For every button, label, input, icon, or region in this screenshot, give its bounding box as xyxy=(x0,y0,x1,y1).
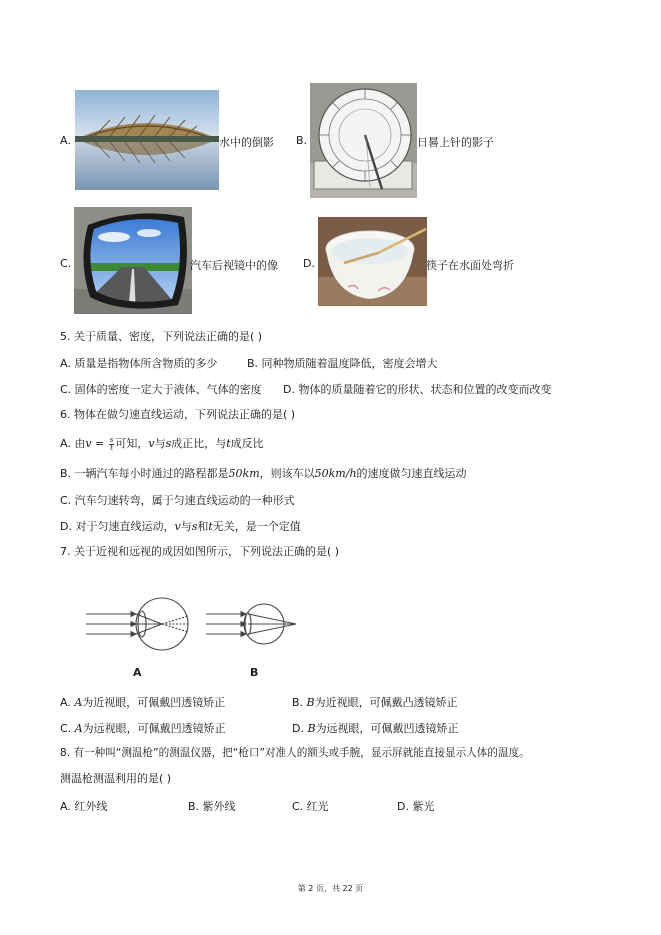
q5-stem: 5. 关于质量、密度，下列说法正确的是( ) xyxy=(60,330,263,343)
q4-option-c-letter: C. xyxy=(60,257,72,270)
q6-a-prefix: A. 由 xyxy=(60,437,86,450)
q6-option-a xyxy=(60,434,264,454)
q6-option-c: C. 汽车匀速转弯，属于匀速直线运动的一种形式 xyxy=(60,494,295,507)
option-text: 为近视眼，可佩戴凹透镜矫正 xyxy=(82,696,226,709)
var-v: v xyxy=(174,520,181,533)
q6-b-text: ，则该车以 xyxy=(259,467,315,480)
q4-option-d-text: 筷子在水面处弯折 xyxy=(426,259,514,272)
q8-option-b: B. 紫外线 xyxy=(188,800,236,813)
q4-option-b-text: 日晷上针的影子 xyxy=(417,136,494,149)
q4-option-d-letter: D. xyxy=(303,257,315,270)
q6-b-prefix: B. 一辆汽车每小时通过的路程都是 xyxy=(60,467,229,480)
unit-value-kmh: 50km/h xyxy=(314,467,357,480)
chopstick-in-bowl-icon xyxy=(318,217,427,306)
q7-option-a xyxy=(60,694,225,710)
sundial-image xyxy=(310,83,417,198)
q6-b-text: 的速度做匀速直线运动 xyxy=(356,467,467,480)
eye-diagram xyxy=(84,592,304,680)
eye-b-label: B xyxy=(250,666,259,679)
var-v: v xyxy=(85,437,92,450)
q6-d-prefix: D. 对于匀速直线运动， xyxy=(60,520,175,533)
q8-option-c: C. 红光 xyxy=(292,800,329,813)
bird-nest-reflection-icon xyxy=(75,90,219,190)
q5-option-d: D. 物体的质量随着它的形状、状态和位置的改变而改变 xyxy=(283,383,552,396)
option-letter: D. xyxy=(292,722,308,735)
q8-stem-line2: 测温枪测温利用的是( ) xyxy=(60,772,172,785)
q6-d-text: 与 xyxy=(180,520,192,533)
q5-option-c: C. 固体的密度一定大于液体、气体的密度 xyxy=(60,383,262,396)
option-letter: A. xyxy=(60,696,75,709)
sundial-icon xyxy=(310,83,417,198)
option-letter: C. xyxy=(60,722,75,735)
chopstick-in-bowl-image xyxy=(318,217,427,306)
var-v: v xyxy=(148,437,155,450)
q5-option-b: B. 同种物质随着温度降低，密度会增大 xyxy=(247,357,438,370)
var-t: t xyxy=(226,437,231,450)
q6-option-b xyxy=(60,467,467,481)
q7-option-d xyxy=(292,720,459,736)
q4-option-a-letter: A. xyxy=(60,134,71,147)
eye-b-diagram xyxy=(206,604,296,644)
q4-option-b-letter: B. xyxy=(296,134,308,147)
car-side-mirror-image xyxy=(74,207,192,314)
q6-stem: 6. 物体在做匀速直线运动，下列说法正确的是( ) xyxy=(60,408,296,421)
var-b: B xyxy=(306,696,315,709)
eye-a-diagram xyxy=(86,598,188,650)
option-text: 为远视眼，可佩戴凹透镜矫正 xyxy=(315,722,459,735)
var-a: A xyxy=(74,696,83,709)
fraction-s-over-t xyxy=(109,437,115,452)
option-text: 为近视眼，可佩戴凸透镜矫正 xyxy=(314,696,458,709)
q8-option-a: A. 红外线 xyxy=(60,800,108,813)
option-letter: B. xyxy=(292,696,307,709)
var-s: s xyxy=(165,437,172,450)
page-footer: 第 2 页，共 22 页 xyxy=(297,884,364,893)
eye-a-label: A xyxy=(133,666,142,679)
car-side-mirror-icon xyxy=(74,207,192,314)
q4-option-c-text: 汽车后视镜中的像 xyxy=(190,259,278,272)
q6-d-text: 无关，是一个定值 xyxy=(212,520,301,533)
equals-sign: = xyxy=(91,437,108,450)
q5-option-a: A. 质量是指物体所含物质的多少 xyxy=(60,357,218,370)
var-a: A xyxy=(74,722,83,735)
q6-a-text: 可知， xyxy=(115,437,149,450)
bird-nest-reflection-image xyxy=(75,90,219,190)
q8-option-d: D. 紫光 xyxy=(397,800,435,813)
q6-a-text: 成正比，与 xyxy=(171,437,227,450)
var-b: B xyxy=(307,722,316,735)
q7-option-b xyxy=(292,694,458,710)
fraction-numerator: s xyxy=(109,435,114,444)
q6-a-text: 与 xyxy=(154,437,166,450)
q6-a-text: 成反比 xyxy=(230,437,264,450)
q7-option-c xyxy=(60,720,226,736)
var-s: s xyxy=(191,520,198,533)
q7-stem: 7. 关于近视和远视的成因如图所示，下列说法正确的是( ) xyxy=(60,545,340,558)
q6-d-text: 和 xyxy=(197,520,209,533)
unit-value-km: 50km xyxy=(228,467,260,480)
q6-option-d xyxy=(60,520,301,534)
fraction-denominator: t xyxy=(110,443,113,452)
q8-stem-line1: 8. 有一种叫“测温枪”的测温仪器，把“枪口”对准人的额头或手腕，显示屏就能直接显示人体的温度。 xyxy=(60,747,530,759)
option-text: 为远视眼，可佩戴凹透镜矫正 xyxy=(82,722,226,735)
var-t: t xyxy=(208,520,213,533)
q4-option-a-text: 水中的倒影 xyxy=(219,136,274,149)
